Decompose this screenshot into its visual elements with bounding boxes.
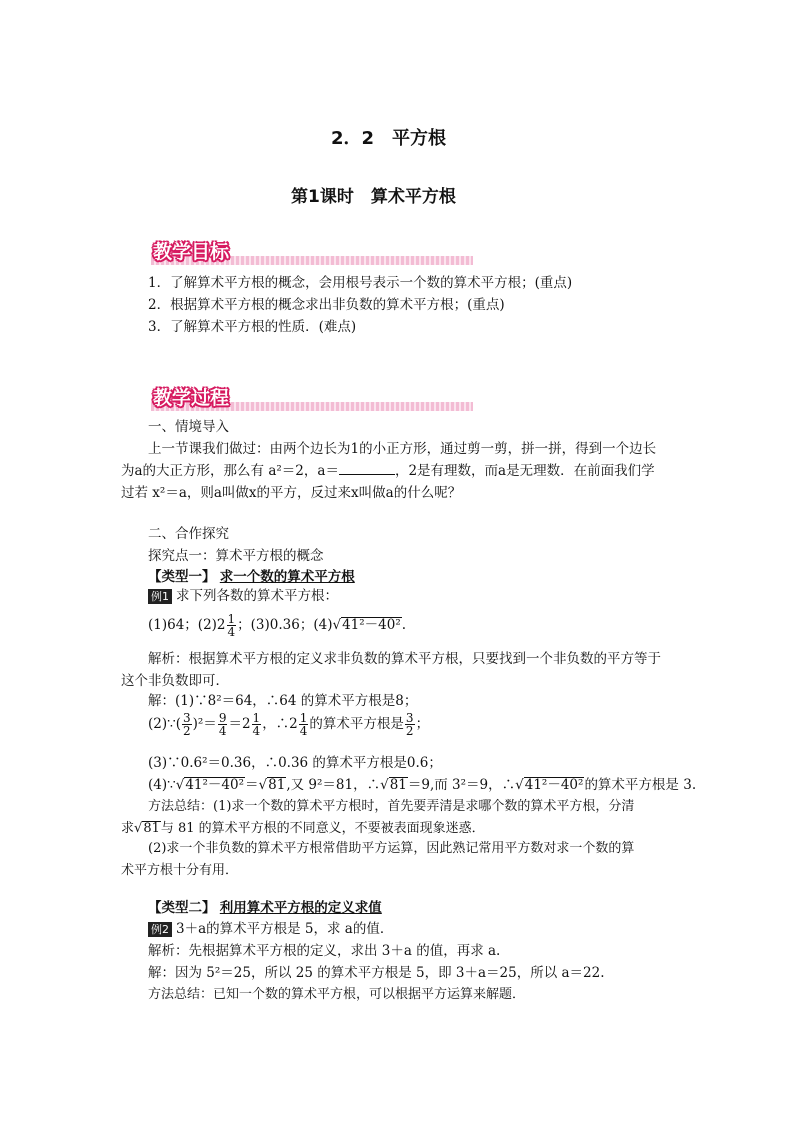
- solution-line: 解：因为 5²＝25，所以 25 的算术平方根是 5，即 3＋a＝25，所以 a＝22.: [148, 965, 605, 981]
- intro-text: ，2是有理数，而a是无理数．在前面我们学: [394, 463, 655, 479]
- section1-heading: 一、情境导入: [148, 419, 229, 435]
- fraction: $\frac{9}{4}$: [218, 711, 227, 738]
- goals-banner-label: 教学目标: [153, 241, 230, 263]
- intro-text: 为a的大正方形，那么有 a²＝2，a＝: [121, 463, 339, 479]
- page-title: 2．2 平方根: [331, 128, 447, 149]
- fraction: $\frac{3}{2}$: [405, 711, 414, 738]
- solution-line: 解：(1)∵8²＝64，∴64 的算术平方根是8；: [148, 693, 418, 709]
- example-text: 求下列各数的算术平方根：: [176, 588, 338, 604]
- lesson-subtitle: 第1课时 算术平方根: [291, 187, 456, 207]
- type-tag: 【类型一】: [148, 569, 216, 585]
- analysis: 这个非负数即可．: [121, 673, 229, 689]
- type-tag: 【类型二】: [148, 900, 216, 916]
- analysis: 解析：根据算术平方根的定义求非负数的算术平方根，只要找到一个非负数的平方等于: [148, 651, 661, 667]
- fraction: $\frac{1}{4}$: [252, 711, 261, 738]
- explore-point: 探究点一：算术平方根的概念: [148, 548, 324, 564]
- section2-heading: 二、合作探究: [148, 526, 229, 542]
- example-text: 3＋a的算术平方根是 5，求 a的值．: [176, 921, 394, 937]
- fraction: $\frac{1}{4}$: [299, 711, 308, 738]
- goals-banner: [151, 240, 473, 266]
- type-title: 利用算术平方根的定义求值: [219, 900, 382, 916]
- process-banner: [151, 386, 473, 412]
- type-title: 求一个数的算术平方根: [219, 569, 355, 585]
- item-text: (1)64；(2)2: [148, 617, 226, 633]
- intro-line: [121, 460, 655, 482]
- fill-blank: [339, 462, 395, 475]
- goal-item: 3．了解算术平方根的性质．(难点): [148, 319, 357, 335]
- example1-items: (1)64；(2)2 $\frac{1}{4}$ ；(3)0.36；(4)√41²－40².: [148, 612, 407, 639]
- intro-line: 上一节课我们做过：由两个边长为1的小正方形，通过剪一剪，拼一拼，得到一个边长: [148, 441, 657, 457]
- summary: 方法总结：(1)求一个数的算术平方根时，首先要弄清是求哪个数的算术平方根，分清: [148, 799, 635, 814]
- summary: 求√81与 81 的算术平方根的不同意义，不要被表面现象迷惑．: [121, 821, 485, 836]
- summary: 方法总结：已知一个数的算术平方根，可以根据平方运算来解题．: [148, 987, 526, 1002]
- summary: (2)求一个非负数的算术平方根常借助平方运算，因此熟记常用平方数对求一个数的算: [148, 841, 635, 856]
- process-banner-label: 教学过程: [153, 387, 230, 409]
- example-badge: 例1: [148, 589, 172, 604]
- radical: 41²－40²: [342, 617, 401, 633]
- goal-item: 1．了解算术平方根的概念，会用根号表示一个数的算术平方根；(重点): [148, 275, 573, 291]
- analysis: 解析：先根据算术平方根的定义，求出 3＋a 的值，再求 a.: [148, 943, 501, 959]
- intro-line: 过若 x²＝a，则a叫做x的平方，反过来x叫做a的什么呢？: [121, 485, 462, 501]
- summary: 术平方根十分有用．: [121, 863, 239, 878]
- goal-item: 2．根据算术平方根的概念求出非负数的算术平方根；(重点): [148, 297, 505, 313]
- item-text: ；(3)0.36；(4): [237, 617, 333, 633]
- solution-line: (3)∵0.6²＝0.36，∴0.36 的算术平方根是0.6；: [148, 755, 442, 771]
- type2-heading: [148, 897, 382, 919]
- fraction: $\frac{1}{4}$: [227, 612, 236, 639]
- example1: [148, 585, 338, 607]
- item-text: .: [401, 617, 407, 633]
- fraction: $\frac{3}{2}$: [182, 711, 191, 738]
- solution-line: (2)∵( $\frac{3}{2}$ )²＝ $\frac{9}{4}$ ＝2 $\frac{1}{4}$ ，∴2 $\frac{1}{4}$ 的算术平方根是 $\frac{3}{2}$ ；: [148, 711, 430, 738]
- example2: [148, 918, 393, 940]
- example-badge: 例2: [148, 922, 172, 937]
- solution-line: (4)∵√41²－40²＝√81,又 9²＝81，∴√81＝9,而 3²＝9，∴√41²－40²的算术平方根是 3.: [148, 777, 697, 793]
